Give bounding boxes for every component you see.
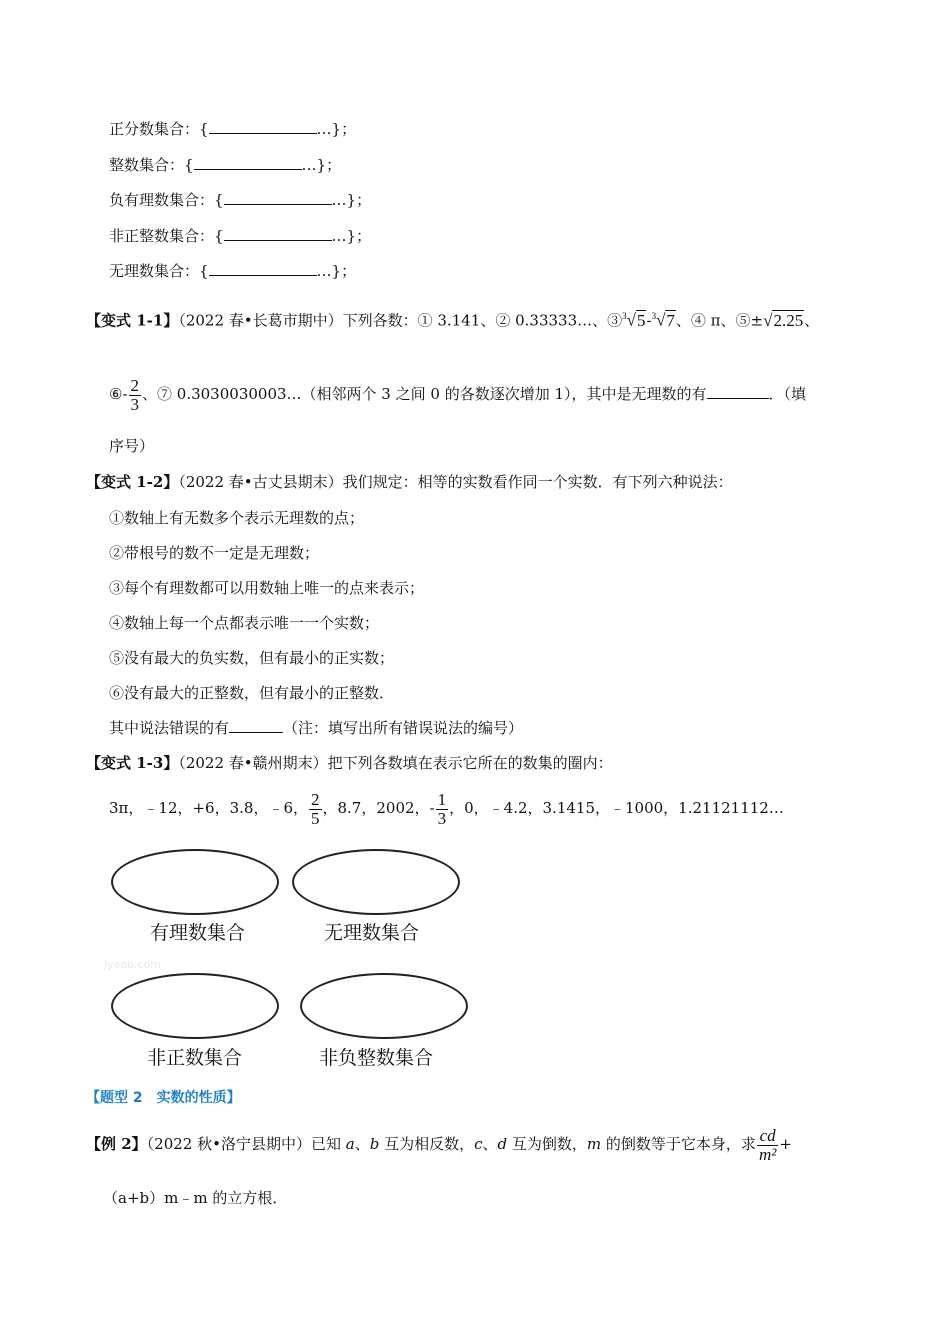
- set-tail: …}；: [331, 227, 372, 245]
- sqrt-2-25: √2.25: [763, 310, 804, 330]
- item-7-text: 、⑦ 0.3030030003…（相邻两个 3 之间 0 的各数逐次增加 1），其中是无理数的有: [142, 385, 707, 403]
- answer-blank[interactable]: [209, 261, 317, 276]
- statement-text: ⑤没有最大的负实数，但有最小的正实数；: [109, 649, 395, 667]
- numerator: 1: [437, 789, 447, 809]
- plus-sign: +: [779, 1135, 792, 1153]
- answer-blank[interactable]: [224, 190, 332, 205]
- watermark: Jyeoo.com: [104, 958, 161, 971]
- set-tail: …}；: [316, 120, 357, 138]
- numerator: cd: [757, 1127, 778, 1146]
- set-positive-fraction: [109, 119, 356, 139]
- example-source: （2022 秋•洛宁县期中）: [146, 1135, 311, 1153]
- set-label: 正分数集合：{: [109, 120, 209, 138]
- rational-set-label: 有理数集合: [150, 922, 246, 944]
- variant-1-1-line3: [109, 436, 154, 456]
- variant-mid: 、④ π、⑤±: [675, 311, 764, 330]
- statement-text: ⑥没有最大的正整数，但有最小的正整数．: [109, 684, 395, 702]
- set-negative-rational: [109, 190, 371, 210]
- statement-6: [109, 683, 394, 703]
- fraction-cd-over-m-squared: [757, 1127, 778, 1164]
- variant-intro: 下列各数：① 3.141、② 0.33333…、③: [342, 311, 623, 330]
- number-list: [109, 786, 784, 830]
- variant-tail: ．（填: [768, 385, 807, 403]
- set-tail: …}；: [331, 191, 372, 209]
- radicand: 7: [666, 310, 675, 330]
- variant-1-1-line2: [109, 372, 806, 416]
- set-label: 无理数集合：{: [109, 262, 209, 280]
- answer-blank[interactable]: [194, 155, 302, 170]
- var-m: m: [586, 1135, 602, 1153]
- statement-2: [109, 543, 319, 563]
- separator: 、: [482, 1135, 498, 1153]
- variant-tag: 【变式 1-1】: [86, 311, 179, 330]
- set-non-positive-integer: [109, 226, 371, 246]
- irrational-set-circle[interactable]: [292, 849, 460, 915]
- question-text: 其中说法错误的有: [109, 719, 230, 737]
- variant-source: （2022 春•长葛市期中）: [178, 311, 343, 330]
- statement-5: [109, 648, 394, 668]
- item-6-prefix: ⑥-: [109, 385, 128, 403]
- statement-text: ②带根号的数不一定是无理数；: [109, 544, 320, 562]
- variant-intro: 我们规定：相等的实数看作同一个实数．有下列六种说法：: [342, 473, 733, 491]
- denominator: 5: [311, 808, 320, 828]
- radicand: 2.25: [773, 310, 804, 330]
- set-label: 非正整数集合：{: [109, 227, 224, 245]
- non-negative-integer-set-circle[interactable]: [300, 973, 468, 1039]
- non-positive-set-circle[interactable]: [111, 973, 279, 1039]
- variant-1-1-line1: [86, 300, 819, 338]
- var-d: d: [497, 1135, 508, 1153]
- example-text: 已知: [310, 1135, 346, 1153]
- variant-source: （2022 春•赣州期末）: [178, 754, 328, 772]
- var-c: c: [474, 1135, 483, 1153]
- set-tail: …}；: [316, 262, 357, 280]
- statement-text: ③每个有理数都可以用数轴上唯一的点来表示；: [109, 579, 425, 597]
- statement-text: ④数轴上每一个点都表示唯一一个实数；: [109, 614, 380, 632]
- answer-blank[interactable]: [229, 718, 283, 733]
- non-positive-set-label: 非正数集合: [147, 1047, 243, 1069]
- numbers-part-a: 3π，﹣12，+6，3.8，﹣6，: [109, 799, 308, 817]
- example-text: 互为相反数，: [379, 1135, 475, 1153]
- statement-4: [109, 613, 379, 633]
- answer-blank[interactable]: [707, 384, 769, 399]
- variant-source: （2022 春•古丈县期末）: [178, 473, 343, 491]
- section-heading: 【题型 2 实数的性质】: [86, 1090, 241, 1106]
- variant-tag: 【变式 1-3】: [86, 754, 179, 772]
- variant-end: 、: [804, 311, 820, 330]
- set-label: 负有理数集合：{: [109, 191, 224, 209]
- numerator: 2: [130, 375, 140, 395]
- example-tag: 【例 2】: [86, 1135, 147, 1153]
- separator: 、: [354, 1135, 370, 1153]
- example-text: （a+b）m﹣m 的立方根．: [103, 1189, 288, 1207]
- fraction-one-third: [436, 791, 449, 828]
- numerator: 2: [311, 789, 320, 809]
- fraction-two-thirds: [129, 377, 142, 414]
- radicand: 5: [636, 310, 646, 330]
- answer-blank[interactable]: [209, 119, 317, 134]
- set-integer: [109, 155, 341, 175]
- cube-root-5: $^3$√5: [622, 310, 646, 330]
- non-negative-integer-set-label: 非负整数集合: [319, 1047, 434, 1069]
- variant-tail-2: 序号）: [109, 437, 155, 455]
- example-2-line2: [103, 1188, 287, 1208]
- denominator: 3: [437, 808, 447, 828]
- numbers-part-c: ，0，﹣4.2，3.1415，﹣1000，1.21121112…: [449, 799, 784, 817]
- example-2-line1: [86, 1120, 792, 1168]
- denominator: m²: [758, 1144, 777, 1164]
- example-text: 的倒数等于它本身，求: [601, 1135, 756, 1153]
- minus-sign: -: [646, 311, 652, 330]
- set-label: 整数集合：{: [109, 156, 194, 174]
- statement-text: ①数轴上有无数多个表示无理数的点；: [109, 509, 365, 527]
- variant-intro: 把下列各数填在表示它所在的数集的圈内：: [327, 754, 613, 772]
- variant-1-2-question: [109, 718, 523, 738]
- variant-1-2-header: [86, 472, 733, 492]
- variant-tag: 【变式 1-2】: [86, 473, 179, 491]
- variant-1-3-header: [86, 753, 613, 773]
- answer-blank[interactable]: [224, 226, 332, 241]
- statement-1: [109, 508, 364, 528]
- numbers-part-b: ，8.7，2002，-: [322, 799, 435, 817]
- set-irrational: [109, 261, 356, 281]
- var-b: b: [369, 1135, 380, 1153]
- fraction-two-fifths: [309, 791, 322, 828]
- cube-root-7: $^3$√7: [651, 310, 675, 330]
- denominator: 3: [130, 394, 140, 414]
- var-a: a: [345, 1135, 355, 1153]
- set-tail: …}；: [301, 156, 342, 174]
- statement-3: [109, 578, 424, 598]
- question-note: （注：填写出所有错误说法的编号）: [283, 719, 524, 737]
- irrational-set-label: 无理数集合: [324, 922, 420, 944]
- rational-set-circle[interactable]: [111, 849, 279, 915]
- example-text: 互为倒数，: [507, 1135, 587, 1153]
